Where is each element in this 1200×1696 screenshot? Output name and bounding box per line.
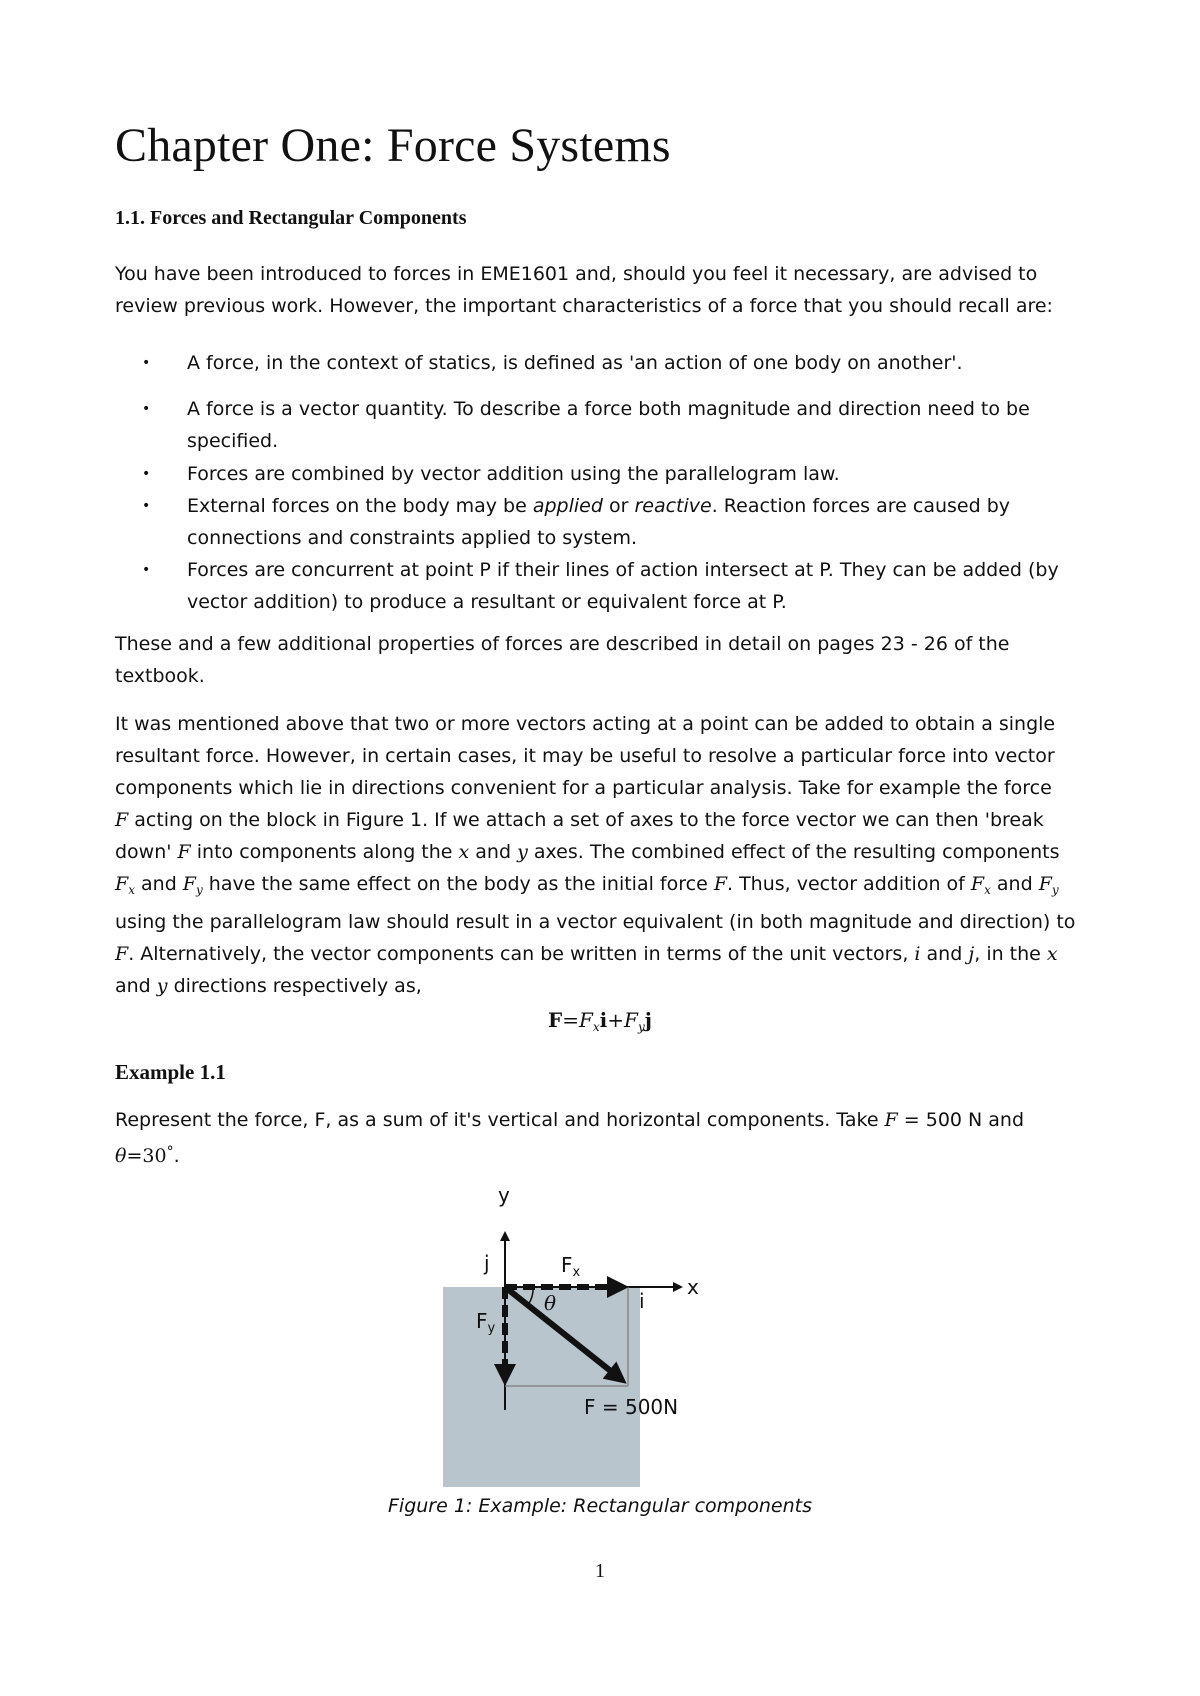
intro-line: review previous work. However, the important characteristics of a force that you should recall are:: [115, 295, 1053, 317]
equation-term: i: [599, 1008, 608, 1032]
paragraph-line: components which lie in directions convenient for a particular analysis. Take for example the force: [115, 777, 1052, 799]
paragraph-fragment: = 500 N and: [897, 1109, 1025, 1131]
fx-label: $F_x$: [561, 1253, 581, 1280]
equation-subscript: y: [637, 1020, 645, 1034]
math-symbol: i: [914, 943, 921, 965]
math-symbol: F: [182, 873, 196, 895]
math-symbol: F: [115, 809, 129, 831]
list-item-line: vector addition) to produce a resultant or equivalent force at P.: [187, 591, 787, 613]
math-symbol: F: [713, 873, 727, 895]
math-subscript: y: [1051, 883, 1059, 897]
math-symbol: j: [968, 943, 975, 965]
math-subscript: x: [128, 883, 135, 897]
paragraph-fragment: down': [115, 841, 178, 863]
paragraph-fragment: and: [469, 841, 518, 863]
bullet-icon: •: [142, 466, 151, 482]
math-value: =30: [126, 1145, 167, 1167]
paragraph-fragment: Represent the force, F, as a sum of it's vertical and horizontal components. Take: [115, 1109, 885, 1131]
paragraph-fragment: axes. The combined effect of the resulting components: [527, 841, 1060, 863]
list-item: [142, 393, 1080, 457]
bullet-icon: •: [142, 498, 151, 514]
page-number: 1: [595, 1560, 605, 1582]
math-subscript: y: [195, 883, 203, 897]
list-item-fragment: or: [602, 495, 635, 517]
equation-subscript: x: [592, 1020, 600, 1034]
bullet-icon: •: [142, 355, 151, 371]
math-symbol: x: [458, 841, 470, 863]
math-symbol: F: [970, 873, 985, 895]
unit-vector-i-label: i: [639, 1289, 645, 1313]
x-axis-label: x: [687, 1275, 699, 1299]
paragraph-line: It was mentioned above that two or more vectors acting at a point can be added to obtain a single: [115, 713, 1056, 735]
intro-paragraph: [115, 258, 1095, 322]
paragraph-fragment: acting on the block in Figure 1. If we attach a set of axes to the force vector we can then 'break: [128, 809, 1044, 831]
chapter-title: Chapter One: Force Systems: [115, 119, 671, 172]
paragraph-fragment: into components along the: [190, 841, 459, 863]
paragraph-fragment: and: [990, 873, 1039, 895]
bullet-icon: •: [142, 562, 151, 578]
math-symbol: y: [156, 975, 168, 997]
equation-term: F: [579, 1008, 593, 1032]
paragraph-fragment: and: [115, 975, 157, 997]
equation-term: F: [548, 1008, 563, 1032]
list-item-line: Forces are concurrent at point P if their lines of action intersect at P. They can be added (by: [187, 559, 1059, 581]
figure-caption: Figure 1: Example: Rectangular components: [388, 1495, 812, 1517]
equation-term: j: [644, 1008, 652, 1032]
paragraph-fragment: have the same effect on the body as the initial force: [202, 873, 714, 895]
list-item-line: A force is a vector quantity. To describe a force both magnitude and direction need to be: [187, 398, 1030, 420]
paragraph-line: using the parallelogram law should result in a vector equivalent (in both magnitude and direction) to: [115, 911, 1076, 933]
math-symbol: x: [1046, 943, 1058, 965]
list-item-text: A force, in the context of statics, is defined as 'an action of one body on another'.: [187, 352, 963, 374]
list-item: [142, 554, 1080, 618]
list-item-line: specified.: [187, 430, 279, 452]
paragraph-fragment: . Alternatively, the vector components can be written in terms of the unit vectors,: [128, 943, 915, 965]
example-paragraph: [115, 1104, 1095, 1172]
fy-label: $F_y$: [476, 1309, 496, 1336]
emphasis-applied: applied: [532, 495, 603, 517]
list-item-text: [150, 393, 1080, 457]
force-magnitude-label: F = 500N: [584, 1395, 679, 1419]
list-item-text: [150, 554, 1080, 618]
math-symbol: F: [115, 943, 129, 965]
unit-vector-j-label: j: [484, 1251, 490, 1275]
equation-term: F: [624, 1008, 638, 1032]
example-heading: Example 1.1: [115, 1060, 226, 1084]
rectangular-components-figure: [440, 1180, 860, 1500]
list-item-line: connections and constraints applied to system.: [187, 527, 637, 549]
section-heading: 1.1. Forces and Rectangular Components: [115, 207, 467, 229]
paragraph-line: resultant force. However, in certain cases, it may be useful to resolve a particular force into vector: [115, 745, 1055, 767]
math-symbol: F: [115, 873, 129, 895]
equation-operator: =: [562, 1008, 579, 1032]
list-item: [142, 347, 1080, 379]
properties-paragraph: [115, 628, 1095, 692]
paragraph-fragment: and: [920, 943, 969, 965]
equation-operator: +: [607, 1008, 625, 1032]
list-item: [142, 458, 1080, 490]
paragraph-fragment: , in the: [974, 943, 1047, 965]
list-item-fragment: External forces on the body may be: [187, 495, 533, 517]
list-item: [142, 490, 1080, 554]
math-symbol: y: [517, 841, 528, 863]
y-axis-label: y: [498, 1183, 510, 1207]
components-paragraph: [115, 708, 1095, 1002]
emphasis-reactive: reactive: [634, 495, 712, 517]
paragraph-line: These and a few additional properties of forces are described in detail on pages 23 - 26 of the: [115, 633, 1010, 655]
math-subscript: x: [984, 883, 991, 897]
theta-label: θ: [544, 1291, 557, 1315]
math-symbol: F: [884, 1109, 898, 1131]
intro-line: You have been introduced to forces in EME1601 and, should you feel it necessary, are advised to: [115, 263, 1038, 285]
paragraph-fragment: and: [134, 873, 183, 895]
math-symbol: θ: [115, 1145, 127, 1167]
component-equation: [0, 1008, 1200, 1034]
math-symbol: F: [177, 841, 191, 863]
math-symbol: F: [1038, 873, 1052, 895]
math-degree: °: [166, 1144, 174, 1160]
paragraph-fragment: directions respectively as,: [167, 975, 422, 997]
paragraph-fragment: . Thus, vector addition of: [727, 873, 971, 895]
list-item-fragment: . Reaction forces are caused by: [711, 495, 1011, 517]
paragraph-fragment: .: [173, 1145, 180, 1167]
list-item-text: [150, 490, 1080, 554]
bullet-icon: •: [142, 401, 151, 417]
list-item-text: Forces are combined by vector addition using the parallelogram law.: [187, 463, 840, 485]
paragraph-line: textbook.: [115, 665, 205, 687]
